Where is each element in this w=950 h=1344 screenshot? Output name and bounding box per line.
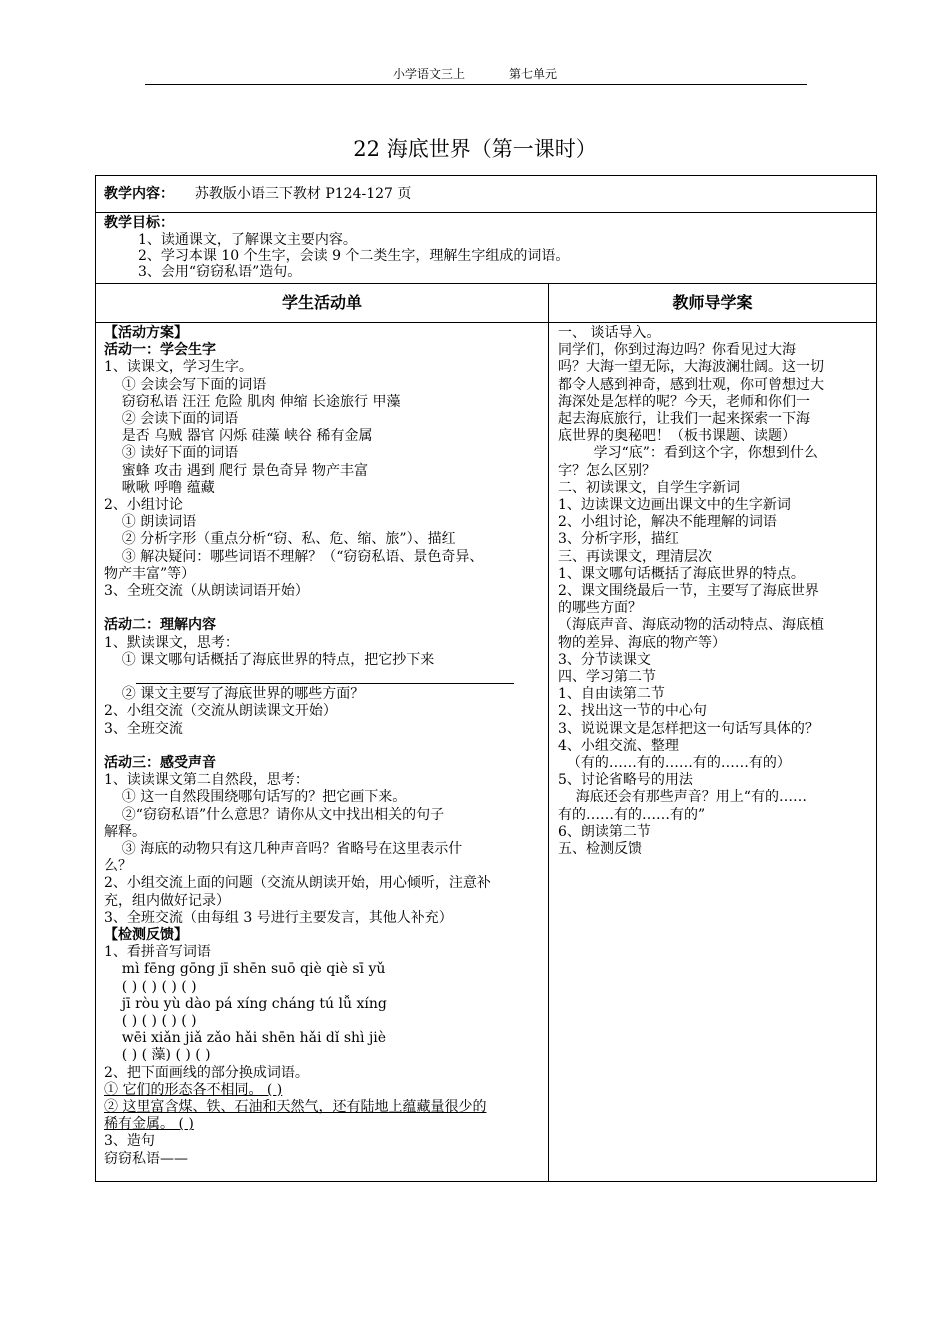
- student-line: ① 朗读词语: [104, 514, 197, 531]
- student-line: 3、全班交流: [104, 720, 183, 737]
- answer-line: [136, 683, 514, 684]
- teacher-line: 的哪些方面？: [558, 600, 642, 617]
- teacher-line: 起去海底旅行，让我们一起来探索一下海: [558, 411, 810, 427]
- student-line: 【检测反馈】: [104, 927, 188, 943]
- goal-item: 1、读通课文，了解课文主要内容。: [138, 232, 357, 248]
- teacher-line: 4、小组交流、整理: [558, 737, 679, 754]
- student-line: ③ 海底的动物只有这几种声音吗？省略号在这里表示什: [104, 841, 463, 857]
- student-line: 3、全班交流（从朗读词语开始）: [104, 583, 309, 599]
- student-line: ② 分析字形（重点分析“窃、私、危、缩、旅”）、描红: [104, 531, 456, 548]
- teacher-guide-heading: 教师导学案: [548, 283, 877, 323]
- student-line: 充，组内做好记录）: [104, 892, 230, 909]
- student-line: 1、看拼音写词语: [104, 944, 211, 961]
- teacher-line: 1、课文哪句话概括了海底世界的特点。: [558, 565, 805, 582]
- document-title: 22 海底世界（第一课时）: [353, 137, 597, 161]
- teacher-line: （有的……有的……有的……有的）: [558, 755, 791, 771]
- student-line: 1、默读课文，思考：: [104, 634, 239, 651]
- student-line: ② 这里富含煤、铁、石油和天然气，还有陆地上蕴藏量很少的: [104, 1099, 487, 1115]
- student-line: ( ) ( 藻) ( ) ( ): [104, 1047, 211, 1064]
- student-line: ③ 解决疑问：哪些词语不理解？（“窃窃私语、景色奇异、: [104, 548, 484, 565]
- teacher-line: 3、分析字形，描红: [558, 531, 679, 548]
- teaching-content-row: [95, 175, 877, 213]
- student-line: 1、读读课文第二自然段，思考：: [104, 772, 309, 789]
- header-rule: [145, 84, 807, 85]
- teacher-line: （海底声音、海底动物的活动特点、海底植: [558, 617, 824, 634]
- teacher-line: 吗？大海一望无际，大海波澜壮阔。这一切: [558, 359, 824, 376]
- student-line: 3、全班交流（由每组 3 号进行主要发言，其他人补充）: [104, 909, 453, 926]
- teacher-line: 1、自由读第二节: [558, 686, 665, 703]
- header-unit: 第七单元: [509, 67, 558, 81]
- teaching-goals-label: 教学目标：: [104, 215, 174, 231]
- student-line: mì fēng gōng jī shēn suō qiè qiè sī yǔ: [104, 961, 386, 978]
- teacher-line: 五、检测反馈: [558, 841, 642, 857]
- teacher-line: 物的差异、海底的物产等）: [558, 634, 726, 651]
- student-line: ① 课文哪句话概括了海底世界的特点，把它抄下来: [104, 651, 435, 668]
- teaching-content-label: 教学内容：: [104, 186, 174, 202]
- teacher-line: 都令人感到神奇，感到壮观，你可曾想过大: [558, 376, 824, 393]
- student-activity-heading: 学生活动单: [95, 283, 549, 323]
- teacher-line: 5、讨论省略号的用法: [558, 772, 693, 789]
- teaching-goals-row: [95, 212, 877, 284]
- teacher-line: 2、课文围绕最后一节，主要写了海底世界: [558, 583, 819, 599]
- goal-item: 2、学习本课 10 个生字，会读 9 个二类生字，理解生字组成的词语。: [138, 248, 570, 264]
- page-header: [145, 66, 805, 82]
- student-line: 2、小组讨论: [104, 497, 183, 513]
- goal-item: 3、会用“窃窃私语”造句。: [138, 264, 302, 280]
- teacher-line: 二、初读课文，自学生字新词: [558, 479, 740, 496]
- student-line: jī ròu yù dào pá xíng cháng tú lǚ xíng: [104, 995, 387, 1012]
- student-line: 2、小组交流（交流从朗读课文开始）: [104, 703, 337, 720]
- student-line: ( ) ( ) ( ) ( ): [104, 978, 197, 995]
- header-course: 小学语文三上: [392, 67, 465, 81]
- teacher-line: 有的……有的……有的”: [558, 806, 706, 823]
- student-line: wēi xiǎn jiǎ zǎo hǎi shēn hǎi dǐ shì jiè: [104, 1030, 387, 1047]
- teacher-line: 3、分节读课文: [558, 651, 651, 668]
- student-line: ( ) ( ) ( ) ( ): [104, 1013, 197, 1029]
- student-line: ② 会读下面的词语: [104, 411, 239, 427]
- student-line: 【活动方案】: [104, 325, 188, 341]
- teacher-line: 学习“底”：看到这个字，你想到什么: [558, 445, 818, 462]
- student-line: 2、小组交流上面的问题（交流从朗读开始，用心倾听，注意补: [104, 875, 491, 892]
- teacher-line: 底世界的奥秘吧！（板书课题、读题）: [558, 428, 796, 445]
- teacher-line: 四、学习第二节: [558, 669, 656, 685]
- student-line: 物产丰富”等）: [104, 565, 196, 582]
- student-line: 3、造句: [104, 1133, 155, 1150]
- student-line: ① 这一自然段围绕哪句话写的？把它画下来。: [104, 789, 407, 806]
- student-line: 1、读课文，学习生字。: [104, 359, 253, 376]
- teacher-line: 6、朗读第二节: [558, 823, 651, 840]
- student-line: 稀有金属。 ( ): [104, 1116, 194, 1133]
- student-line: 活动二：理解内容: [104, 617, 216, 634]
- student-line: 窃窃私语——: [104, 1150, 188, 1167]
- teacher-line: 2、小组讨论，解决不能理解的词语: [558, 514, 777, 531]
- student-line: 活动三：感受声音: [104, 755, 216, 771]
- student-line: 么？: [104, 858, 132, 875]
- teacher-line: 一、 谈话导入。: [558, 325, 661, 341]
- student-line: 蜜蜂 攻击 遇到 爬行 景色奇异 物产丰富: [104, 462, 369, 479]
- student-line: ① 它们的形态各不相同。 ( ): [104, 1081, 283, 1098]
- teacher-line: 2、找出这一节的中心句: [558, 703, 707, 720]
- student-line: 2、把下面画线的部分换成词语。: [104, 1064, 309, 1081]
- student-line: 是否 乌贼 器官 闪烁 硅藻 峡谷 稀有金属: [104, 428, 373, 445]
- teacher-line: 三、再读课文，理清层次: [558, 548, 712, 565]
- teacher-line: 字？怎么区别？: [558, 462, 656, 479]
- teacher-line: 3、说说课文是怎样把这一句话写具体的？: [558, 720, 819, 737]
- student-activity-column: [95, 322, 549, 1182]
- student-line: 窃窃私语 汪汪 危险 肌肉 伸缩 长途旅行 甲藻: [104, 393, 401, 410]
- teacher-guide-column: [548, 322, 877, 1182]
- student-line: 啾啾 呼噜 蕴藏: [104, 479, 215, 496]
- student-line: 活动一：学会生字: [104, 342, 216, 359]
- student-line: 解释。: [104, 823, 146, 840]
- teacher-line: 海深处是怎样的呢？今天，老师和你们一: [558, 393, 810, 410]
- student-line: ② 课文主要写了海底世界的哪些方面？: [104, 686, 365, 703]
- student-line: ③ 读好下面的词语: [104, 445, 239, 462]
- student-line: ②“窃窃私语”什么意思？请你从文中找出相关的句子: [104, 806, 445, 823]
- teacher-line: 1、边读课文边画出课文中的生字新词: [558, 497, 791, 513]
- teacher-line: 同学们，你到过海边吗？你看见过大海: [558, 342, 796, 359]
- teacher-line: 海底还会有那些声音？用上“有的……: [558, 789, 807, 806]
- teaching-content-value: 苏教版小语三下教材 P124-127 页: [194, 186, 412, 202]
- student-line: ① 会读会写下面的词语: [104, 376, 267, 393]
